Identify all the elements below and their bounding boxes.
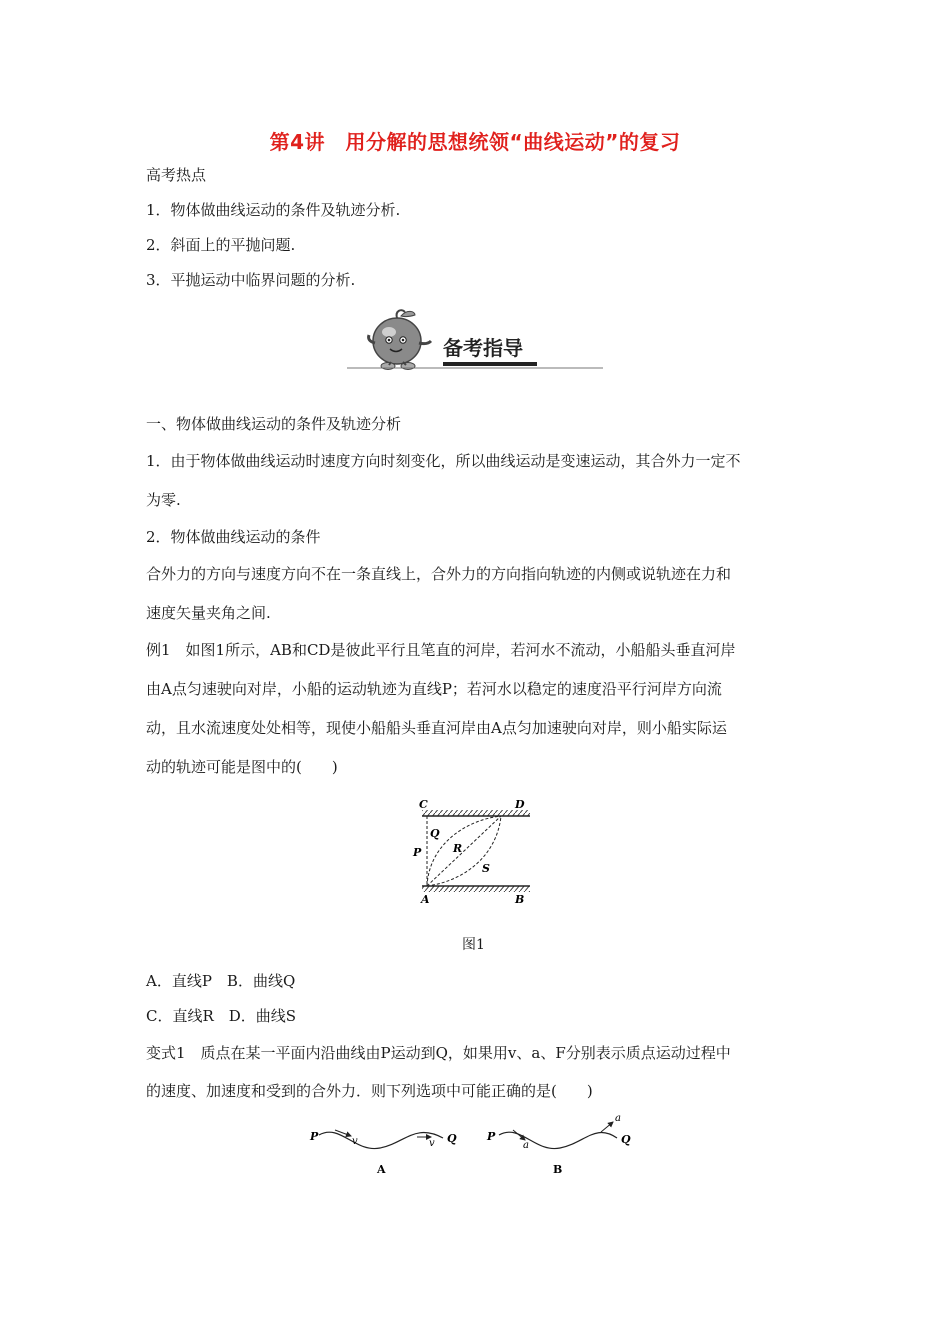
label-p: P: [413, 846, 422, 859]
option-line: C．直线R D．曲线S: [146, 1007, 297, 1025]
paragraph-line: 2．物体做曲线运动的条件: [146, 528, 321, 546]
page-title: 第4讲 用分解的思想统领“曲线运动”的复习: [269, 130, 681, 154]
apple-mascot-icon: [369, 310, 431, 369]
label-r: R: [453, 842, 463, 855]
variant-line: 的速度、加速度和受到的合外力．则下列选项中可能正确的是( ): [146, 1082, 593, 1100]
guide-banner: [345, 305, 605, 377]
hot-topic-item: 3．平抛运动中临界问题的分析.: [146, 271, 356, 289]
label-p: P: [487, 1130, 496, 1143]
river-figure: [405, 795, 545, 910]
label-v: v: [429, 1138, 435, 1149]
section-heading: 一、物体做曲线运动的条件及轨迹分析: [146, 415, 402, 433]
example-line: 由A点匀速驶向对岸，小船的运动轨迹为直线P；若河水以稳定的速度沿平行河岸方向流: [146, 680, 722, 698]
label-s: S: [482, 862, 490, 875]
variant-line: 变式1 质点在某一平面内沿曲线由P运动到Q，如果用v、a、F分别表示质点运动过程中: [146, 1044, 731, 1062]
figure-caption: 图1: [462, 937, 485, 953]
example-line: 动的轨迹可能是图中的( ): [146, 758, 338, 776]
label-a: A: [421, 893, 430, 906]
example-line: 动，且水流速度处处相等，现使小船船头垂直河岸由A点匀加速驶向对岸，则小船实际运: [146, 719, 727, 737]
label-v: v: [352, 1136, 358, 1147]
hot-topics-heading: 高考热点: [146, 166, 207, 184]
label-a: a: [523, 1140, 529, 1151]
paragraph-line: 合外力的方向与速度方向不在一条直线上，合外力的方向指向轨迹的内侧或说轨迹在力和: [146, 565, 732, 583]
hot-topic-item: 1．物体做曲线运动的条件及轨迹分析.: [146, 201, 401, 219]
label-q: Q: [447, 1132, 457, 1145]
label-q: Q: [430, 827, 440, 840]
label-d: D: [515, 798, 525, 811]
variant-figure-b: [485, 1110, 645, 1178]
example-line: 例1 如图1所示，AB和CD是彼此平行且笔直的河岸，若河水不流动，小船船头垂直河岸: [146, 641, 736, 659]
option-a-label: A: [377, 1163, 386, 1176]
label-q: Q: [621, 1133, 631, 1146]
option-line: A．直线P B．曲线Q: [146, 972, 296, 990]
paragraph-line: 为零.: [146, 491, 181, 509]
variant-figure-a: [305, 1118, 465, 1178]
hot-topic-item: 2．斜面上的平抛问题.: [146, 236, 296, 254]
guide-title: 备考指导: [443, 336, 523, 360]
option-b-label: B: [553, 1163, 563, 1176]
paragraph-line: 1．由于物体做曲线运动时速度方向时刻变化，所以曲线运动是变速运动，其合外力一定不: [146, 452, 741, 470]
label-b: B: [515, 893, 525, 906]
label-p: P: [310, 1130, 319, 1143]
label-c: C: [419, 798, 428, 811]
label-a: a: [615, 1113, 621, 1124]
paragraph-line: 速度矢量夹角之间.: [146, 604, 271, 622]
